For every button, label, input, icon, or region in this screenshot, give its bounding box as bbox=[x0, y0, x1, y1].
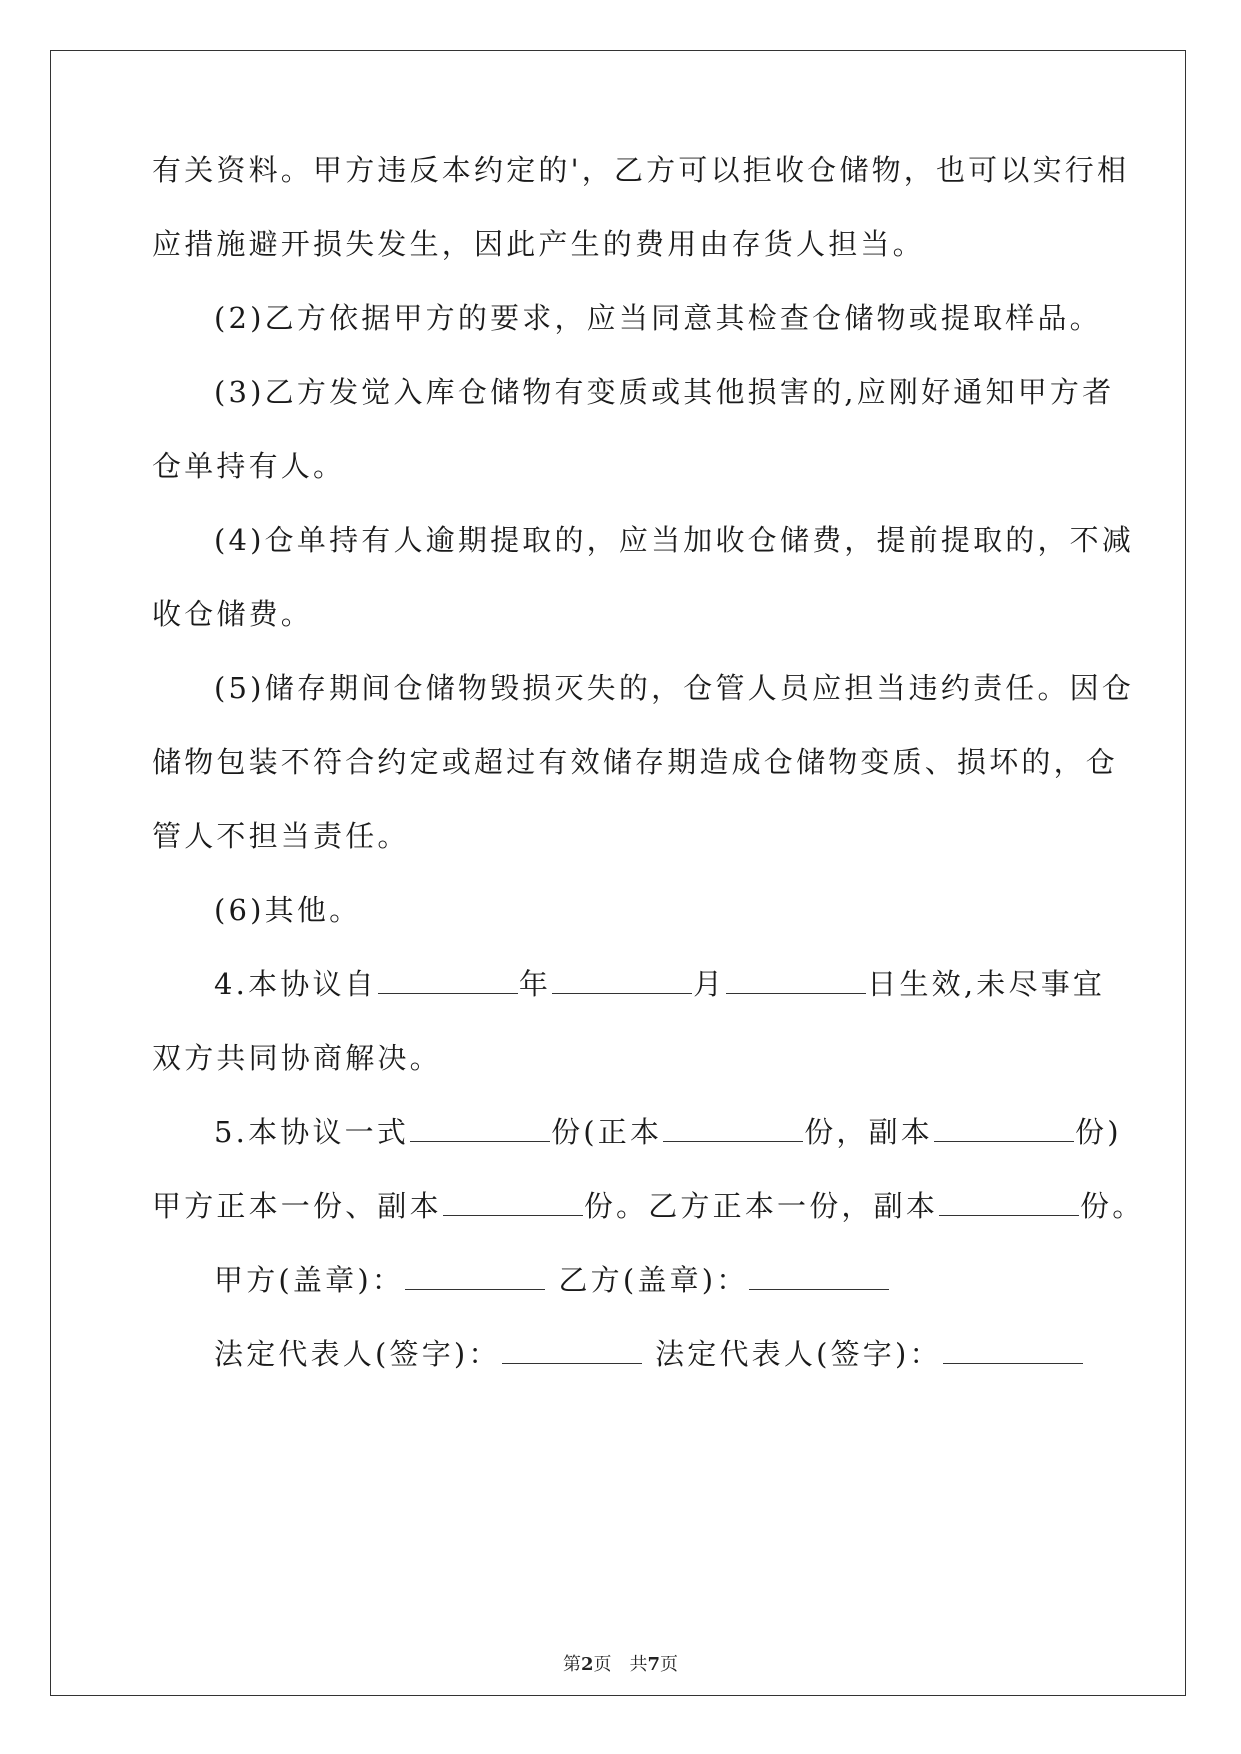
clause-text: 5.本协议一式 bbox=[214, 1115, 410, 1149]
paragraph-line: 仓单持有人。 bbox=[152, 449, 346, 483]
clause-text: 日生效,未尽事宜 bbox=[867, 967, 1106, 1001]
clause-text: 甲方正本一份、副本 bbox=[152, 1189, 442, 1223]
total-page-number: 7 bbox=[647, 1654, 661, 1675]
clause-6: (6)其他。 bbox=[214, 893, 362, 927]
current-page-number: 2 bbox=[580, 1654, 594, 1675]
day-blank bbox=[726, 967, 866, 994]
party-a-seal-blank bbox=[405, 1263, 545, 1290]
signature-line bbox=[214, 1334, 1084, 1374]
paragraph-line: 收仓储费。 bbox=[152, 597, 314, 631]
clause-text: 4.本协议自 bbox=[214, 967, 377, 1001]
seal-line bbox=[214, 1260, 890, 1300]
originals-blank bbox=[663, 1115, 803, 1142]
clause-3: (3)乙方发觉入库仓储物有变质或其他损害的,应刚好通知甲方者 bbox=[214, 375, 1115, 409]
clause-text: 份。 bbox=[1080, 1189, 1145, 1223]
year-blank bbox=[378, 967, 518, 994]
party-b-seal-label: 乙方(盖章)： bbox=[558, 1263, 749, 1297]
clause-text: 份。乙方正本一份，副本 bbox=[583, 1189, 939, 1223]
party-b-seal-blank bbox=[749, 1263, 889, 1290]
paragraph-line: 应措施避开损失发生，因此产生的费用由存货人担当。 bbox=[152, 227, 925, 261]
clause-4: (4)仓单持有人逾期提取的，应当加收仓储费，提前提取的，不减 bbox=[214, 523, 1135, 557]
party-b-rep-label: 法定代表人(签字)： bbox=[655, 1337, 942, 1371]
footer-mid: 页 共 bbox=[593, 1654, 648, 1675]
page-frame bbox=[50, 50, 1186, 1696]
party-a-seal-label: 甲方(盖章)： bbox=[214, 1263, 405, 1297]
paragraph-line: 双方共同协商解决。 bbox=[152, 1041, 442, 1075]
paragraph-line: 储物包装不符合约定或超过有效储存期造成仓储物变质、损坏的，仓 bbox=[152, 745, 1119, 779]
party-a-duplicates-blank bbox=[443, 1189, 583, 1216]
clause-2: (2)乙方依据甲方的要求，应当同意其检查仓储物或提取样品。 bbox=[214, 301, 1102, 335]
clause-text: 月 bbox=[693, 967, 726, 1001]
copies-total-blank bbox=[410, 1115, 550, 1142]
effective-date-clause bbox=[214, 964, 1105, 1004]
duplicates-blank bbox=[934, 1115, 1074, 1142]
copies-clause-line-2 bbox=[152, 1186, 1144, 1226]
clause-text: 份(正本 bbox=[551, 1115, 663, 1149]
page-footer bbox=[0, 1650, 1241, 1676]
clause-text: 份，副本 bbox=[804, 1115, 934, 1149]
clause-text: 份) bbox=[1075, 1115, 1122, 1149]
party-a-rep-blank bbox=[502, 1337, 642, 1364]
paragraph-line: 有关资料。甲方违反本约定的'，乙方可以拒收仓储物，也可以实行相 bbox=[152, 153, 1130, 187]
party-b-rep-blank bbox=[943, 1337, 1083, 1364]
clause-text: 年 bbox=[518, 967, 552, 1001]
copies-clause bbox=[214, 1112, 1122, 1152]
month-blank bbox=[552, 967, 692, 994]
party-b-duplicates-blank bbox=[939, 1189, 1079, 1216]
footer-prefix: 第 bbox=[562, 1654, 581, 1675]
party-a-rep-label: 法定代表人(签字)： bbox=[214, 1337, 501, 1371]
footer-suffix: 页 bbox=[660, 1654, 679, 1675]
clause-5: (5)储存期间仓储物毁损灭失的，仓管人员应担当违约责任。因仓 bbox=[214, 671, 1135, 705]
paragraph-line: 管人不担当责任。 bbox=[152, 819, 410, 853]
